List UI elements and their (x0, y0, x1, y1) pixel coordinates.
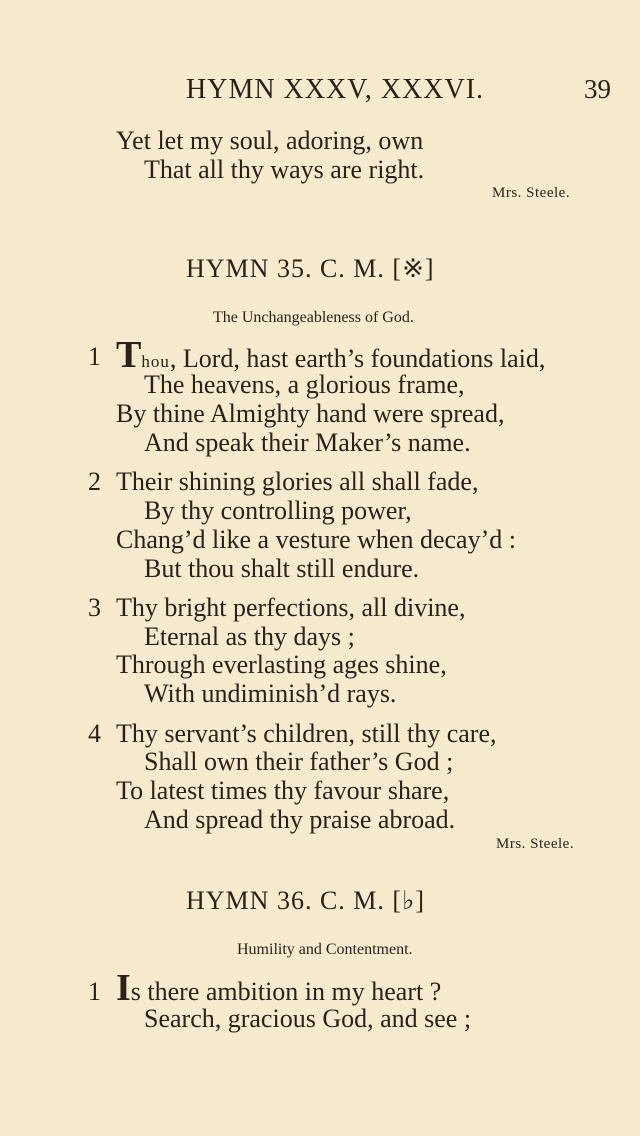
verse-line: And speak their Maker’s name. (144, 428, 471, 457)
verse-line (116, 336, 545, 374)
verse-line: Chang’d like a vesture when decay’d : (116, 525, 516, 554)
verse-line: And spread thy praise abroad. (144, 805, 456, 834)
author-attribution: Mrs. Steele. (496, 836, 575, 852)
verse-line: But thou shalt still endure. (144, 554, 420, 583)
verse-line: Their shining glories all shall fade, (116, 467, 479, 496)
verse-line: To latest times thy favour share, (116, 776, 450, 805)
verse-line: With undiminish’d rays. (144, 679, 397, 708)
verse-line: Through everlasting ages shine, (116, 650, 447, 679)
small-caps-word: hou (141, 352, 170, 371)
drop-cap: T (116, 334, 142, 376)
verse-line (116, 969, 441, 1007)
drop-cap: I (116, 967, 131, 1009)
page-number: 39 (584, 74, 611, 104)
verse-line: Yet let my soul, adoring, own (116, 126, 424, 155)
hymn-subtitle: Humility and Contentment. (237, 941, 413, 958)
verse-line: Search, gracious God, and see ; (144, 1004, 472, 1033)
stanza-number: 4 (88, 719, 101, 748)
hymn-title: HYMN 35. C. M. [※] (186, 254, 435, 283)
verse-line: That all thy ways are right. (144, 155, 425, 184)
verse-line: Thy bright perfections, all divine, (116, 593, 466, 622)
verse-line: By thy controlling power, (144, 496, 412, 525)
verse-line: Eternal as thy days ; (144, 622, 355, 651)
stanza-number: 3 (88, 593, 101, 622)
stanza-number: 2 (88, 467, 101, 496)
verse-line: By thine Almighty hand were spread, (116, 399, 505, 428)
hymn-title: HYMN 36. C. M. [♭] (186, 886, 425, 915)
verse-line: The heavens, a glorious frame, (144, 370, 465, 399)
hymn-subtitle: The Unchangeableness of God. (213, 309, 414, 326)
stanza-number: 1 (88, 977, 101, 1006)
verse-line-text: s there ambition in my heart ? (130, 977, 442, 1006)
verse-line-text: , Lord, hast earth’s foundations laid, (169, 344, 546, 373)
verse-line: Thy servant’s children, still thy care, (116, 719, 497, 748)
author-attribution: Mrs. Steele. (492, 185, 571, 201)
running-header: HYMN XXXV, XXXVI. (186, 74, 485, 105)
verse-line: Shall own their father’s God ; (144, 747, 454, 776)
stanza-number: 1 (88, 342, 101, 371)
